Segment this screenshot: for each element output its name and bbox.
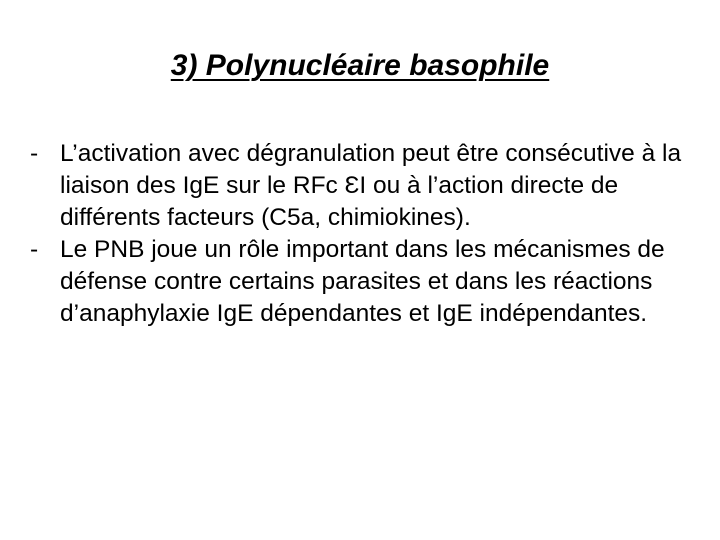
- bullet-list: [30, 138, 690, 330]
- bullet-text: L’activation avec dégranulation peut être consécutive à la liaison des IgE sur le RFc ƐI ou à l’action directe de différents facteurs (C5a, chimiokines).: [60, 140, 682, 231]
- dash-bullet-icon: -: [30, 236, 39, 263]
- slide-title: 3) Polynucléaire basophile: [170, 49, 550, 82]
- bullet-text: Le PNB joue un rôle important dans les mécanismes de défense contre certains parasites et dans les réactions d’anaphylaxie IgE dépendantes et IgE indépendantes.: [60, 236, 665, 327]
- bullet-item: [30, 234, 690, 330]
- dash-bullet-icon: -: [30, 140, 39, 167]
- bullet-item: [30, 138, 690, 234]
